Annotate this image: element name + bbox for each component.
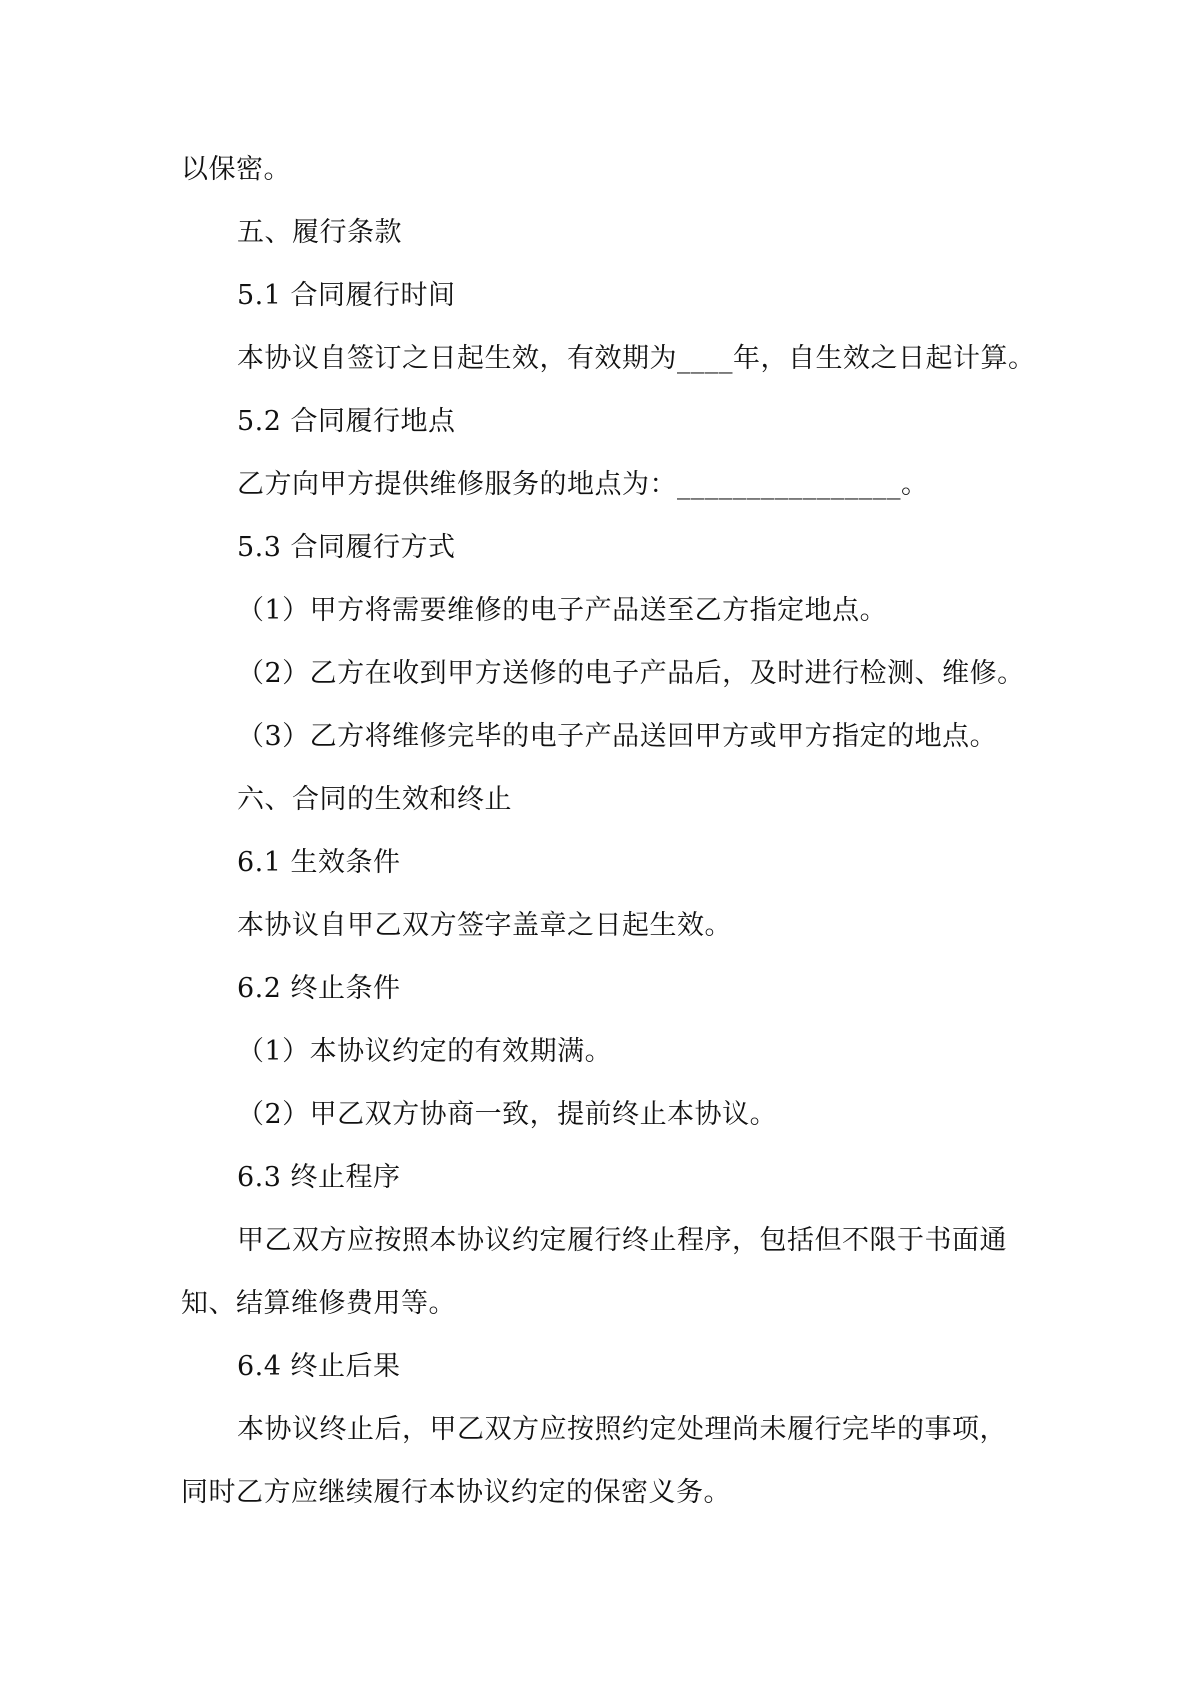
clause-heading-5-3: 5.3 合同履行方式 [237, 532, 456, 563]
clause-text-6-4-line2: 同时乙方应继续履行本协议约定的保密义务。 [181, 1477, 731, 1508]
clause-text-6-1: 本协议自甲乙双方签字盖章之日起生效。 [237, 910, 732, 941]
clause-heading-5-2: 5.2 合同履行地点 [237, 406, 456, 437]
list-item-5-3-2: （2）乙方在收到甲方送修的电子产品后，及时进行检测、维修。 [237, 658, 1025, 689]
clause-heading-6-2: 6.2 终止条件 [237, 973, 401, 1004]
section-heading-6: 六、合同的生效和终止 [237, 784, 512, 815]
clause-text-6-4-line1: 本协议终止后，甲乙双方应按照约定处理尚未履行完毕的事项， [237, 1414, 1007, 1445]
paragraph-continuation: 以保密。 [181, 154, 291, 185]
clause-text-6-3-line2: 知、结算维修费用等。 [181, 1288, 456, 1319]
list-item-6-2-1: （1）本协议约定的有效期满。 [237, 1036, 613, 1067]
clause-heading-5-1: 5.1 合同履行时间 [237, 280, 456, 311]
clause-heading-6-1: 6.1 生效条件 [237, 847, 401, 878]
clause-text-5-1: 本协议自签订之日起生效，有效期为____年，自生效之日起计算。 [237, 343, 1036, 374]
list-item-5-3-1: （1）甲方将需要维修的电子产品送至乙方指定地点。 [237, 595, 888, 626]
section-heading-5: 五、履行条款 [237, 217, 402, 248]
clause-text-5-2: 乙方向甲方提供维修服务的地点为：________________。 [237, 469, 929, 500]
clause-heading-6-3: 6.3 终止程序 [237, 1162, 401, 1193]
list-item-6-2-2: （2）甲乙双方协商一致，提前终止本协议。 [237, 1099, 778, 1130]
clause-text-6-3-line1: 甲乙双方应按照本协议约定履行终止程序，包括但不限于书面通 [237, 1225, 1007, 1256]
clause-heading-6-4: 6.4 终止后果 [237, 1351, 401, 1382]
list-item-5-3-3: （3）乙方将维修完毕的电子产品送回甲方或甲方指定的地点。 [237, 721, 998, 752]
